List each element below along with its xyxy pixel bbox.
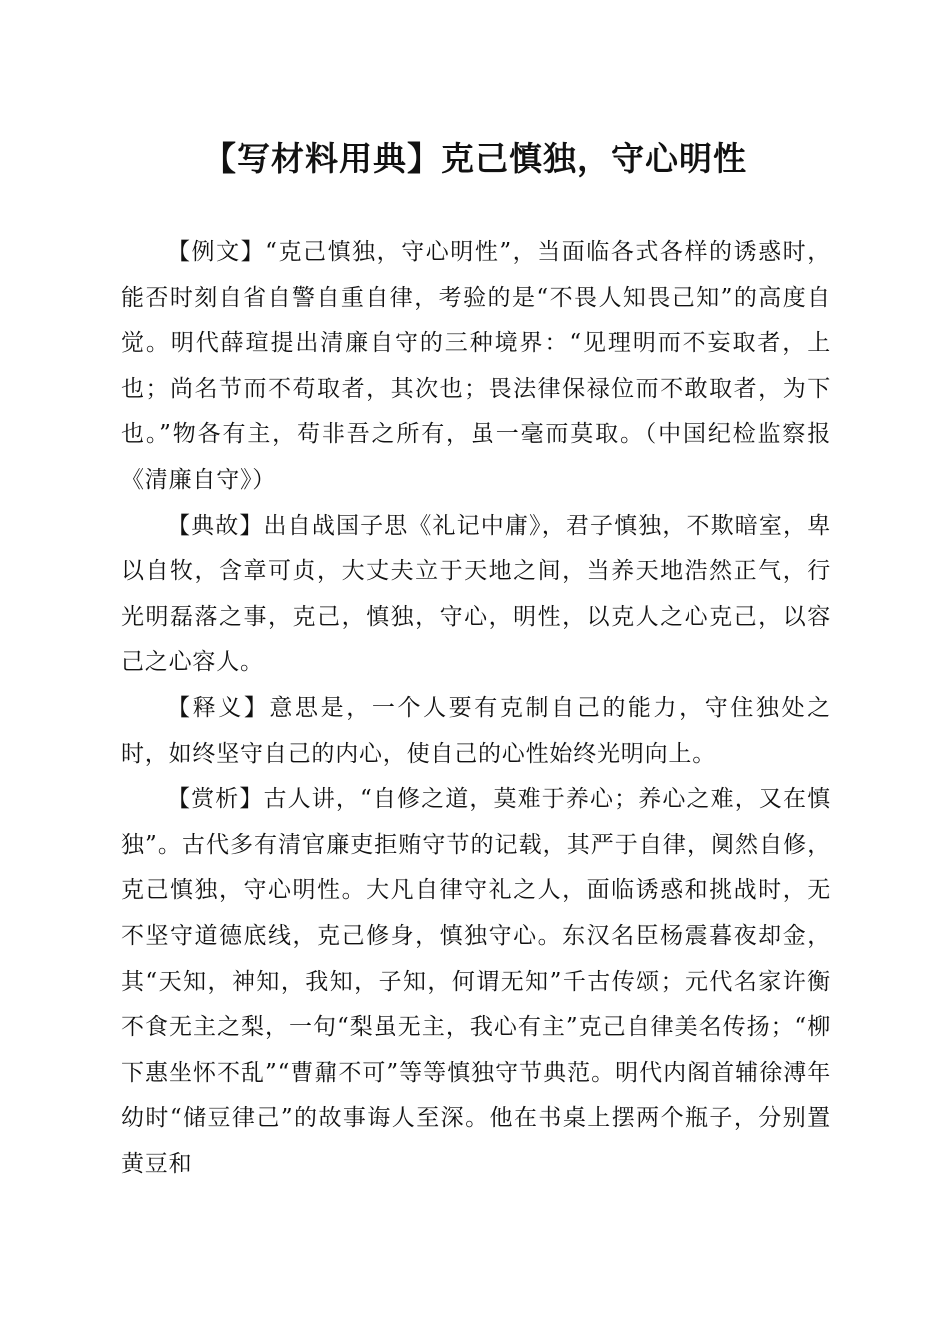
paragraph-allusion: 【典故】出自战国子思《礼记中庸》，君子慎独，不欺暗室，卑以自牧，含章可贞，大丈夫立于天地之间，当养天地浩然正气，行光明磊落之事，克己，慎独，守心，明性，以克人之心克己，以容己之心容人。 xyxy=(121,512,831,676)
document-body xyxy=(121,230,831,1187)
paragraph-example: 【例文】“克己慎独，守心明性”，当面临各式各样的诱惑时，能否时刻自省自警自重自律，考验的是“不畏人知畏己知”的高度自觉。明代薛瑄提出清廉自守的三种境界：“见理明而不妄取者，上也；尚名节而不苟取者，其次也；畏法律保禄位而不敢取者，为下也。”物各有主，苟非吾之所有，虽一毫而莫取。（中国纪检监察报《清廉自守》） xyxy=(121,239,831,493)
document-title: 【写材料用典】克己慎独，守心明性 xyxy=(203,139,747,178)
paragraph-meaning: 【释义】意思是，一个人要有克制自己的能力，守住独处之时，如终坚守自己的内心，使自己的心性始终光明向上。 xyxy=(121,694,831,767)
paragraph-appreciation: 【赏析】古人讲，“自修之道，莫难于养心；养心之难，又在慎独”。古代多有清官廉吏拒贿守节的记载，其严于自律，阒然自修，克己慎独，守心明性。大凡自律守礼之人，面临诱惑和挑战时，无不坚守道德底线，克己修身，慎独守心。东汉名臣杨震暮夜却金，其“天知，神知，我知，子知，何谓无知”千古传颂；元代名家许衡不食无主之梨，一句“梨虽无主，我心有主”克己自律美名传扬；“柳下惠坐怀不乱”“曹鼐不可”等等慎独守节典范。明代内阁首辅徐溥年幼时“储豆律己”的故事诲人至深。他在书桌上摆两个瓶子，分别置黄豆和 xyxy=(121,786,831,1177)
